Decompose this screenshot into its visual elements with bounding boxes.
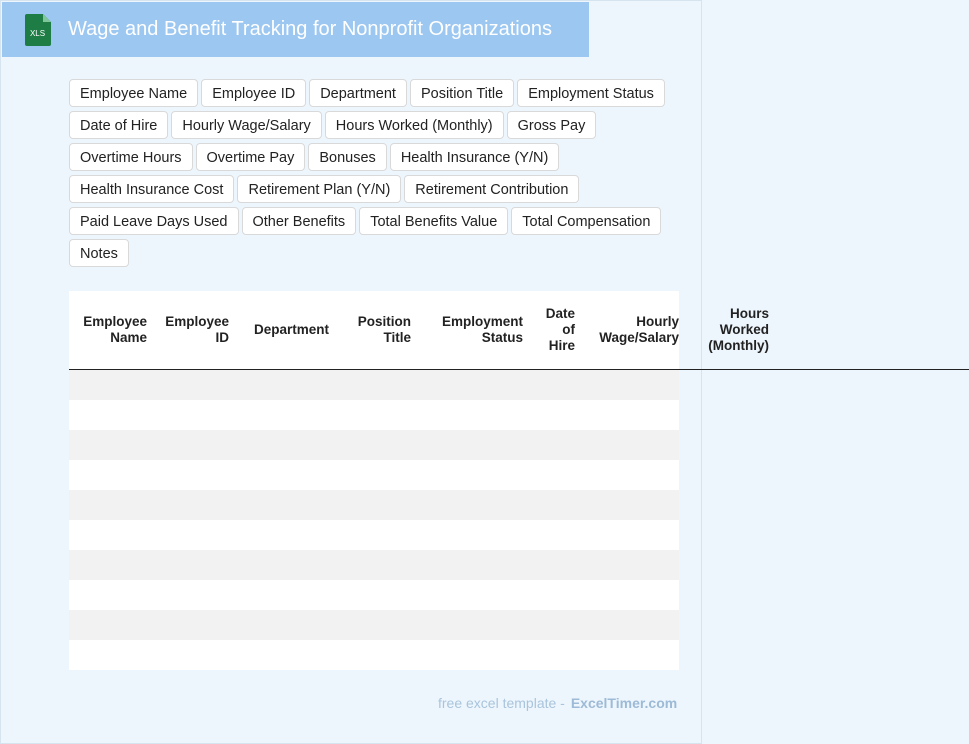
field-chip[interactable]: Gross Pay — [507, 111, 597, 139]
field-chip[interactable]: Notes — [69, 239, 129, 267]
column-header: Employee ID — [165, 314, 229, 345]
field-chip[interactable]: Total Compensation — [511, 207, 661, 235]
column-header: Employee Name — [83, 314, 147, 345]
table-row — [69, 400, 679, 430]
page-title: Wage and Benefit Tracking for Nonprofit Organizations — [68, 18, 552, 40]
table-row — [69, 580, 679, 610]
svg-text:XLS: XLS — [29, 29, 46, 38]
column-header: Position Title — [357, 314, 411, 345]
column-header: Hourly Wage/Salary — [599, 314, 679, 345]
field-chip[interactable]: Hourly Wage/Salary — [171, 111, 321, 139]
field-chip[interactable]: Retirement Contribution — [404, 175, 579, 203]
table-header-row — [69, 291, 969, 370]
field-chip[interactable]: Position Title — [410, 79, 514, 107]
field-chip[interactable]: Health Insurance (Y/N) — [390, 143, 559, 171]
column-header: Date of Hire — [545, 306, 575, 353]
field-chip[interactable]: Overtime Hours — [69, 143, 193, 171]
table-row — [69, 520, 679, 550]
field-chip[interactable]: Bonuses — [308, 143, 386, 171]
footer-credit — [438, 695, 677, 711]
field-chip[interactable]: Total Benefits Value — [359, 207, 508, 235]
field-chip-list — [69, 79, 681, 267]
field-chip[interactable]: Retirement Plan (Y/N) — [237, 175, 401, 203]
table-row — [69, 550, 679, 580]
field-chip[interactable]: Paid Leave Days Used — [69, 207, 239, 235]
table-row — [69, 640, 679, 670]
field-chip[interactable]: Health Insurance Cost — [69, 175, 234, 203]
table-row — [69, 370, 679, 400]
column-header: Hours Worked (Monthly) — [708, 306, 769, 353]
footer-text: free excel template - — [438, 695, 565, 711]
field-chip[interactable]: Employee Name — [69, 79, 198, 107]
field-chip[interactable]: Employment Status — [517, 79, 665, 107]
field-chip[interactable]: Other Benefits — [242, 207, 357, 235]
field-chip[interactable]: Date of Hire — [69, 111, 168, 139]
table-row — [69, 430, 679, 460]
field-chip[interactable]: Department — [309, 79, 407, 107]
field-chip[interactable]: Employee ID — [201, 79, 306, 107]
table-row — [69, 610, 679, 640]
table-row — [69, 460, 679, 490]
title-banner — [2, 2, 589, 57]
table-body — [69, 370, 679, 670]
data-table — [69, 291, 769, 670]
xls-file-icon — [23, 14, 53, 46]
column-header: Department — [253, 322, 329, 337]
footer-brand-link[interactable]: ExcelTimer.com — [570, 695, 678, 711]
field-chip[interactable]: Overtime Pay — [196, 143, 306, 171]
table-row — [69, 490, 679, 520]
field-chip[interactable]: Hours Worked (Monthly) — [325, 111, 504, 139]
column-header: Employment Status — [441, 314, 523, 345]
